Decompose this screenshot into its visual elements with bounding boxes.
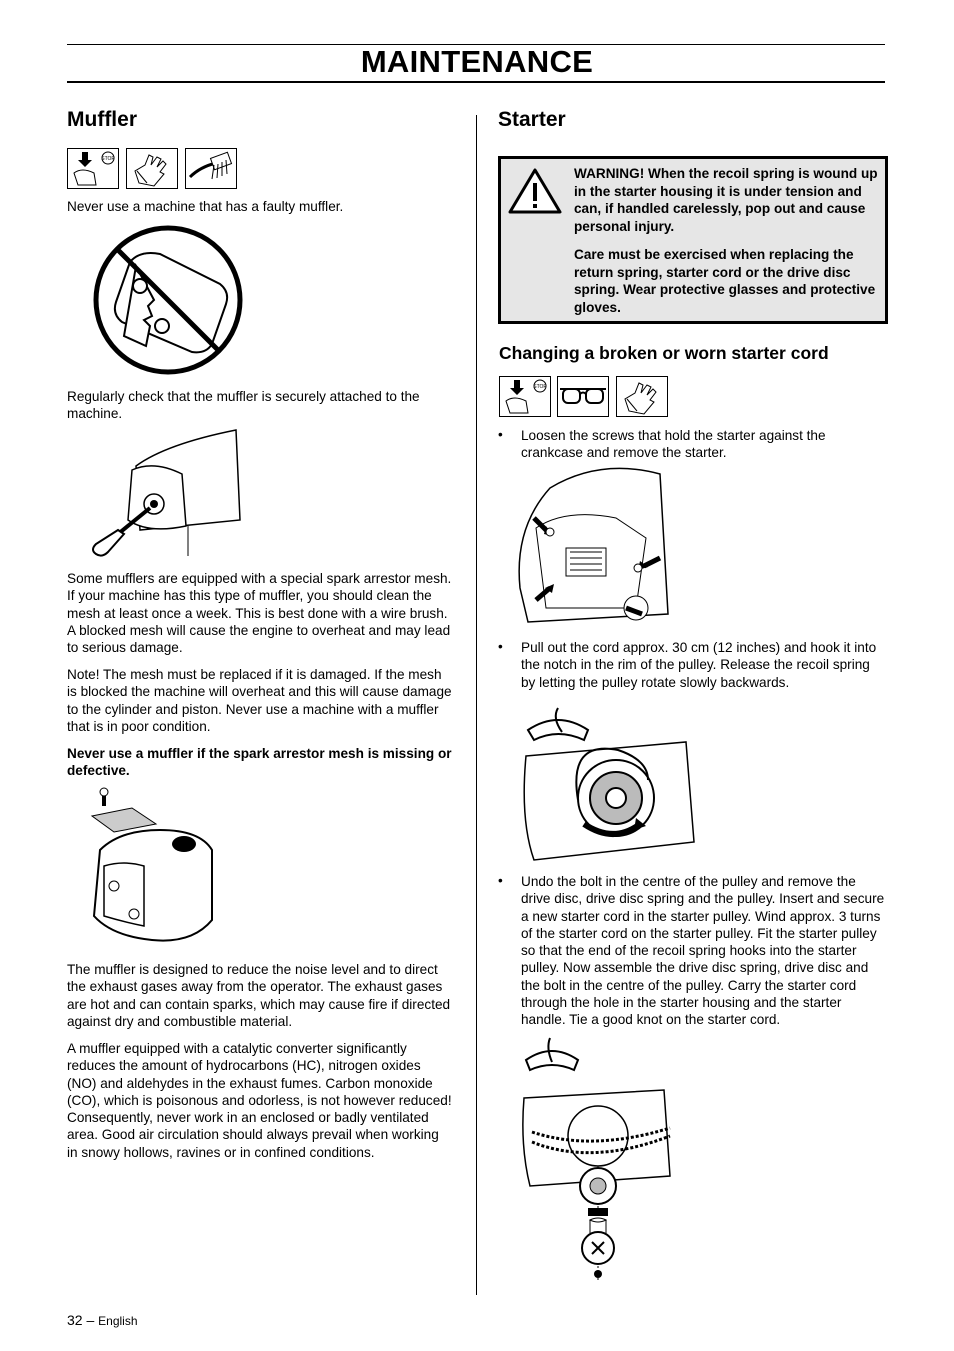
glove-icon <box>126 148 178 189</box>
starter-cord-subheading: Changing a broken or worn starter cord <box>499 343 829 363</box>
stop-glove-icon <box>67 148 119 189</box>
wire-brush-icon <box>185 148 237 189</box>
muffler-paragraph-3: Some mufflers are equipped with a special spark arrestor mesh. If your machine has this type of muffler, you should clean the mesh at least once a week. This is best done with a wire brush. A blocked mesh will cause the engine to overheat and may lead to serious damage. <box>67 571 452 656</box>
muffler-paragraph-2: Regularly check that the muffler is securely attached to the machine. <box>67 389 420 422</box>
stop-glove-icon <box>499 376 551 417</box>
bullet-marker: • <box>498 639 503 654</box>
starter-bullet-2: Pull out the cord approx. 30 cm (12 inches) and hook it into the notch in the rim of the pulley. Release the recoil spring by letting the pulley rotate slowly backwards. <box>521 640 877 690</box>
warning-box <box>498 156 888 324</box>
safety-glasses-icon <box>557 376 609 417</box>
starter-heading: Starter <box>498 108 566 131</box>
muffler-paragraph-7: A muffler equipped with a catalytic converter significantly reduces the amount of hydrocarbons (HC), nitrogen oxides (NO) and aldehydes in the exhaust fumes. Carbon monoxide (CO), which is poisonous and odorless, is not however reduced! Consequently, never work in an enclosed or badly ventilated area. Good air circulation should always prevail when working in snowy hollows, ravines or in confined conditions. <box>67 1041 452 1160</box>
muffler-paragraph-5: Never use a muffler if the spark arrestor mesh is missing or defective. <box>67 746 452 779</box>
muffler-paragraph-6: The muffler is designed to reduce the noise level and to direct the exhaust gases away from the operator. The exhaust gases are hot and can contain sparks, which may cause fire if directed against dry and combustible material. <box>67 962 451 1029</box>
spark-arrestor-mesh-illustration <box>90 786 216 952</box>
starter-pulley-assembly-illustration <box>520 1036 672 1282</box>
muffler-paragraph-1: Never use a machine that has a faulty muffler. <box>67 199 344 214</box>
pulley-release-illustration <box>518 700 698 862</box>
footer-language: English <box>98 1314 138 1328</box>
starter-screws-illustration <box>516 468 672 624</box>
glove-icon <box>616 376 668 417</box>
page-number: 32 – <box>67 1312 95 1328</box>
column-divider <box>476 115 477 1295</box>
svg-text:STOP: STOP <box>101 156 115 162</box>
starter-bullet-3: Undo the bolt in the centre of the pulley and remove the drive disc, drive disc spring and the pulley. Insert and secure a new starter cord in the starter pulley. Wind approx. 3 turns of the starter cord on the starter pulley. Fit the starter pulley so that the end of the recoil spring hooks into the starter pulley. Now assemble the drive disc spring, drive disc and the bolt in the centre of the pulley. Carry the starter cord through the hole in the starter housing and the starter handle. Tie a good knot on the starter cord. <box>521 874 885 1028</box>
warning-text-1: WARNING! When the recoil spring is wound up in the starter housing it is under tension and can, if handled carelessly, pop out and cause personal injury. <box>574 166 878 234</box>
muffler-paragraph-4: Note! The mesh must be replaced if it is damaged. If the mesh is blocked the machine will overheat and this will cause damage to the cylinder and piston. Never use a machine with a muffler that is in poor condition. <box>67 667 452 734</box>
page-title: MAINTENANCE <box>360 44 594 79</box>
bullet-marker: • <box>498 427 503 442</box>
header-bottom-rule <box>67 81 885 83</box>
muffler-screwdriver-illustration <box>88 430 240 560</box>
bullet-marker: • <box>498 873 503 888</box>
faulty-muffler-prohibited-illustration <box>90 222 246 378</box>
warning-triangle-icon <box>507 167 563 215</box>
warning-text-2: Care must be exercised when replacing the return spring, starter cord or the drive disc spring. Wear protective glasses and protective gloves. <box>574 247 876 315</box>
svg-text:STOP: STOP <box>533 384 547 390</box>
muffler-heading: Muffler <box>67 108 137 131</box>
page-footer <box>67 1312 138 1328</box>
starter-bullet-1: Loosen the screws that hold the starter against the crankcase and remove the starter. <box>521 428 826 461</box>
